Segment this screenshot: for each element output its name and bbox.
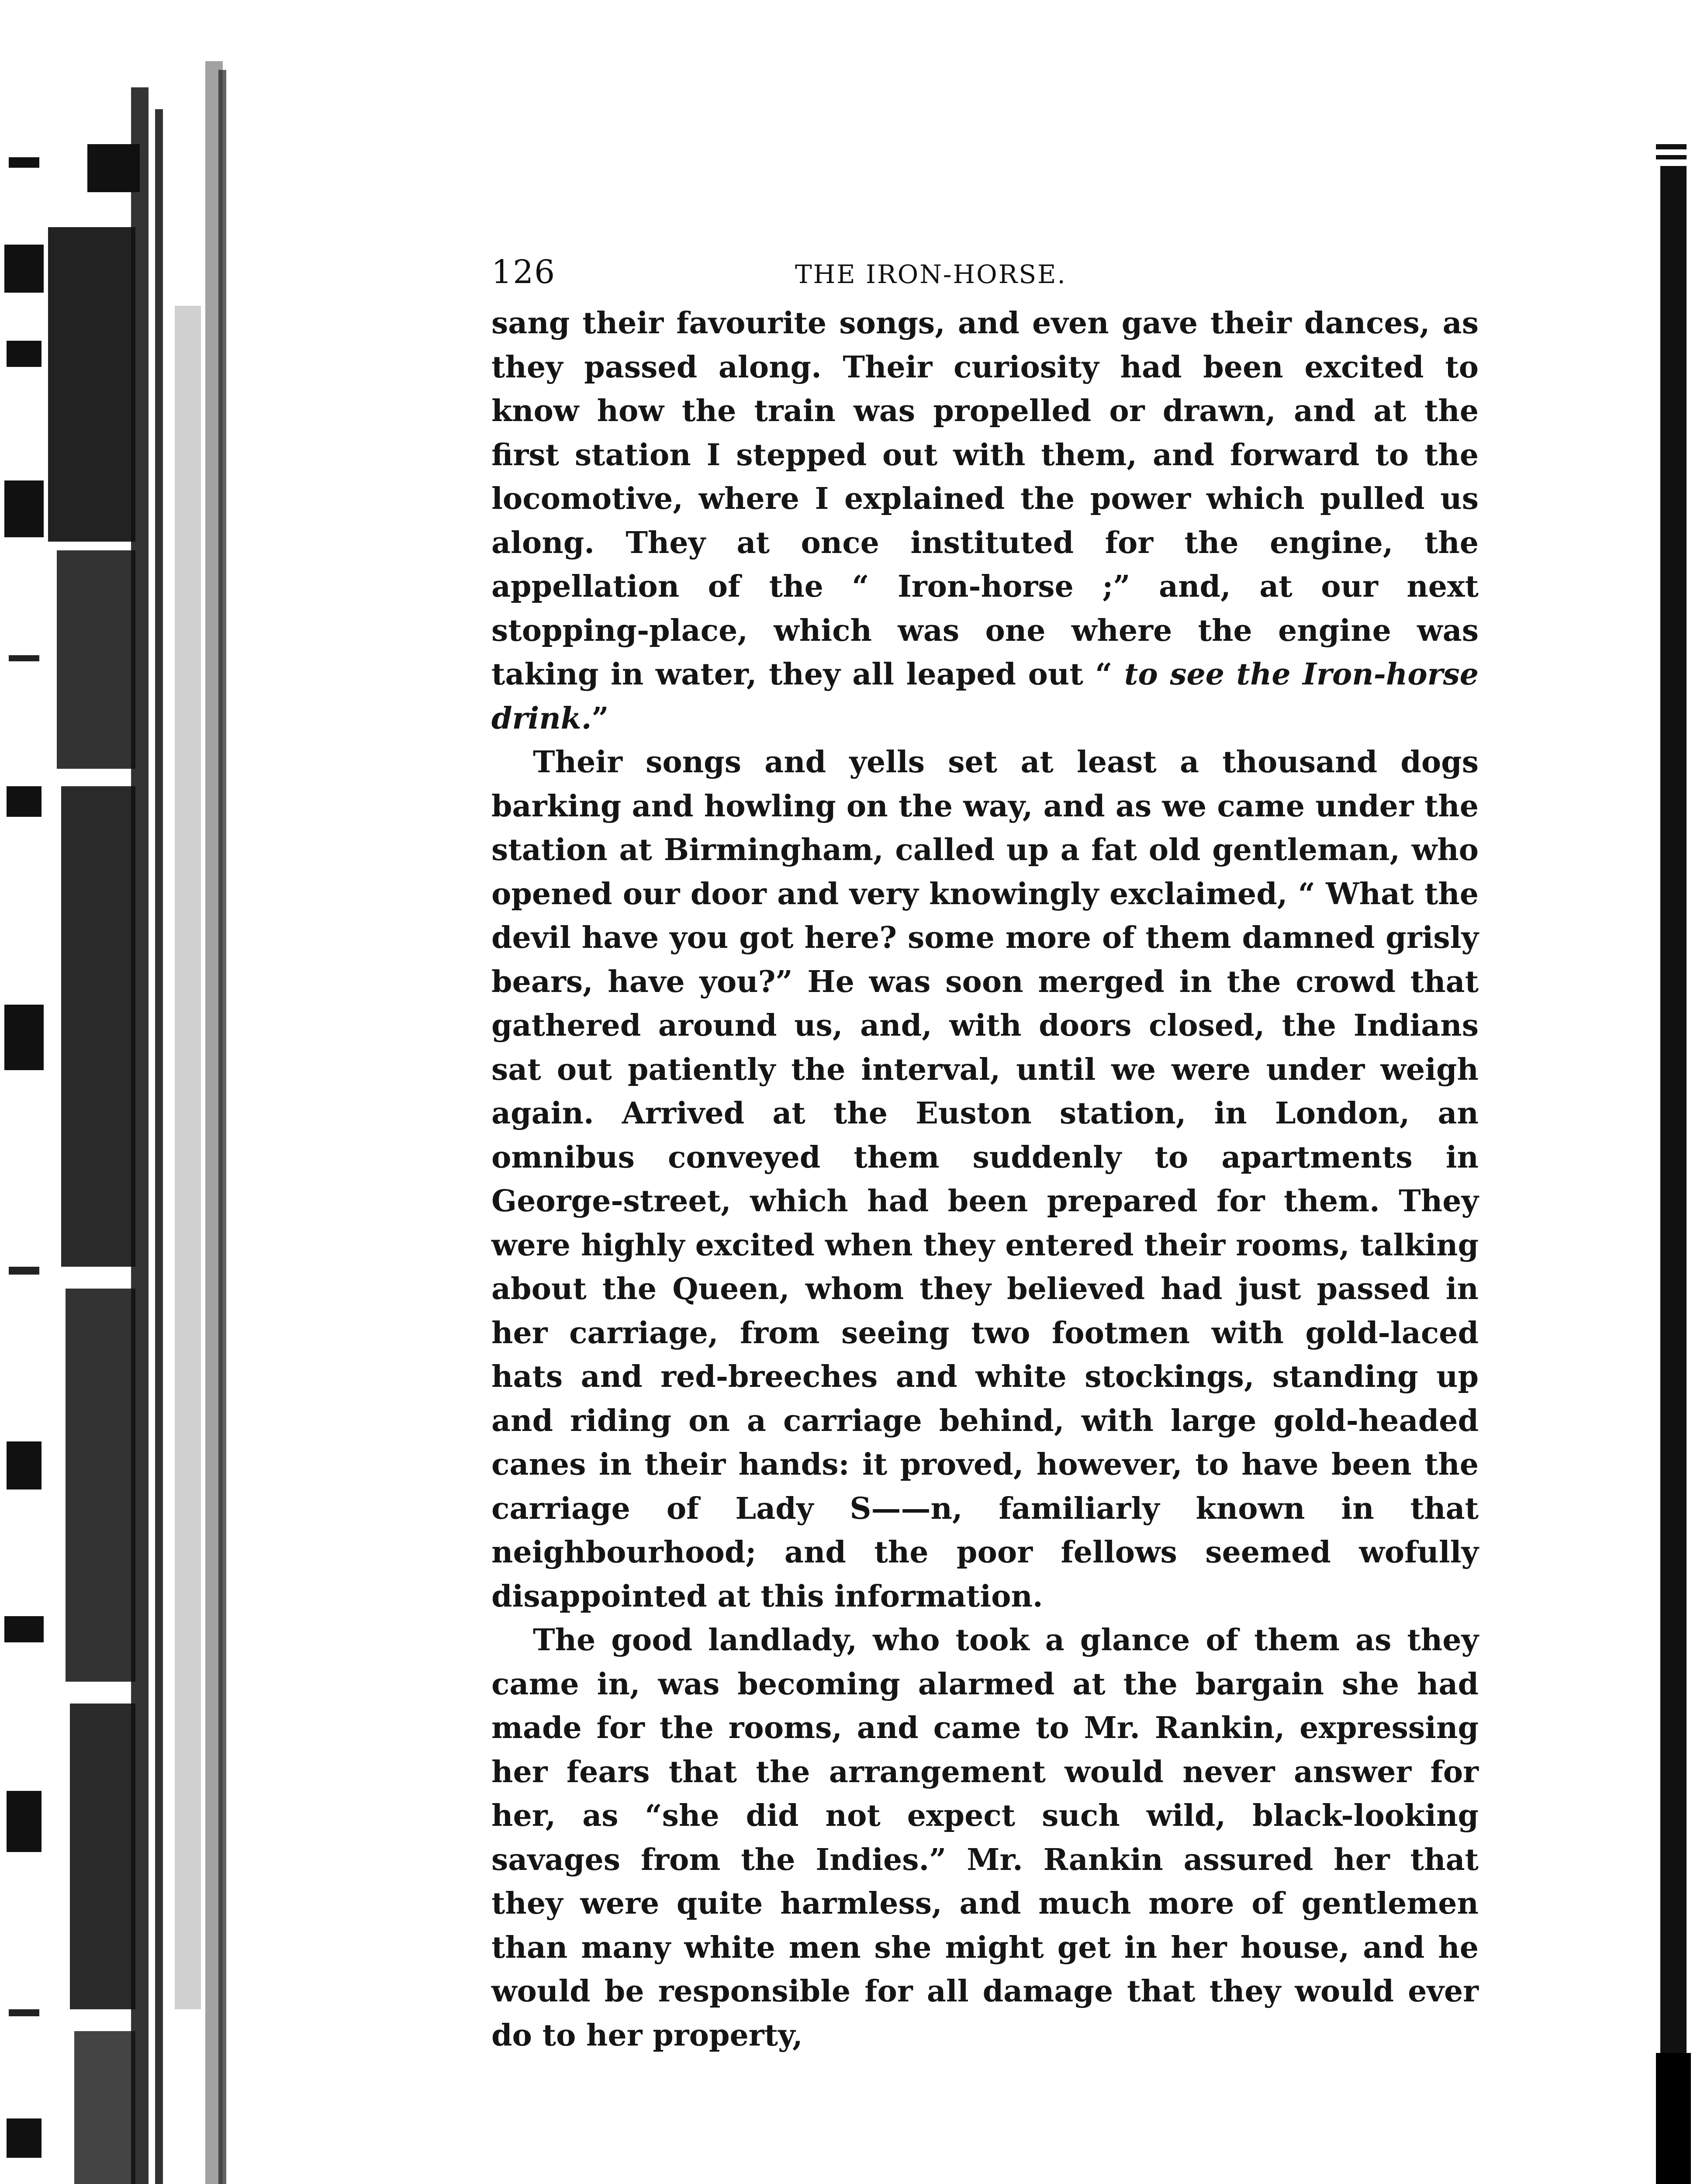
- page-number: 126: [491, 253, 556, 291]
- scan-gutter-left: [0, 0, 245, 2184]
- paragraph-text: Their songs and yells set at least a thousand dogs barking and howling on the way, and as we came under the station at Birmingham, called up a fat old gentleman, who opened our door and very knowingly exclaimed, “ What the devil have you got here? some more of them damned grisly bears, have you?” He was soon merged in the crowd that gathered around us, and, with doors closed, the Indians sat out patiently the interval, until we were under weigh again. Arrived at the Euston station, in London, an omnibus conveyed them suddenly to apartments in George-street, which had been prepared for them. They were highly excited when they entered their rooms, talking about the Queen, whom they believed had just passed in her carriage, from seeing two footmen with gold-laced hats and red-breeches and white stockings, standing up and riding on a carriage behind, with large gold-headed canes in their hands: it proved, however, to have been the carriage of Lady S——n, familiarly known in that neighbourhood; and the poor fellows seemed wofully disappointed at this information.: [491, 745, 1479, 1614]
- text-block: [491, 245, 1479, 2057]
- running-head: [491, 245, 1479, 301]
- paragraph: [491, 301, 1479, 740]
- paragraph-text: The good landlady, who took a glance of them as they came in, was becoming alarmed at the bargain she had made for the rooms, and came to Mr. Rankin, expressing her fears that the arrangement would never answer for her, as “she did not expect such wild, black-looking savages from the Indies.” Mr. Rankin assured her that they were quite harmless, and much more of gentlemen than many white men she might get in her house, and he would be responsible for all damage that they would ever do to her property,: [491, 1623, 1479, 2053]
- scan-edge-right: [1643, 0, 1704, 2184]
- paragraph: [491, 740, 1479, 1618]
- running-title: THE IRON-HORSE.: [795, 259, 1067, 289]
- paragraph: [491, 1618, 1479, 2057]
- paragraph-text: ”: [591, 701, 609, 736]
- body-text: [491, 301, 1479, 2057]
- paragraph-text: sang their favourite songs, and even gave their dances, as they passed along. Their curiosity had been excited to know how the train was propelled or drawn, and at the first station I stepped out with them, and forward to the locomotive, where I explained the power which pulled us along. They at once instituted for the engine, the appellation of the “ Iron-horse ;” and, at our next stopping-place, which was one where the engine was taking in water, they all leaped out “: [491, 306, 1479, 692]
- italic-text: to see the Iron-horse drink.: [491, 657, 1479, 736]
